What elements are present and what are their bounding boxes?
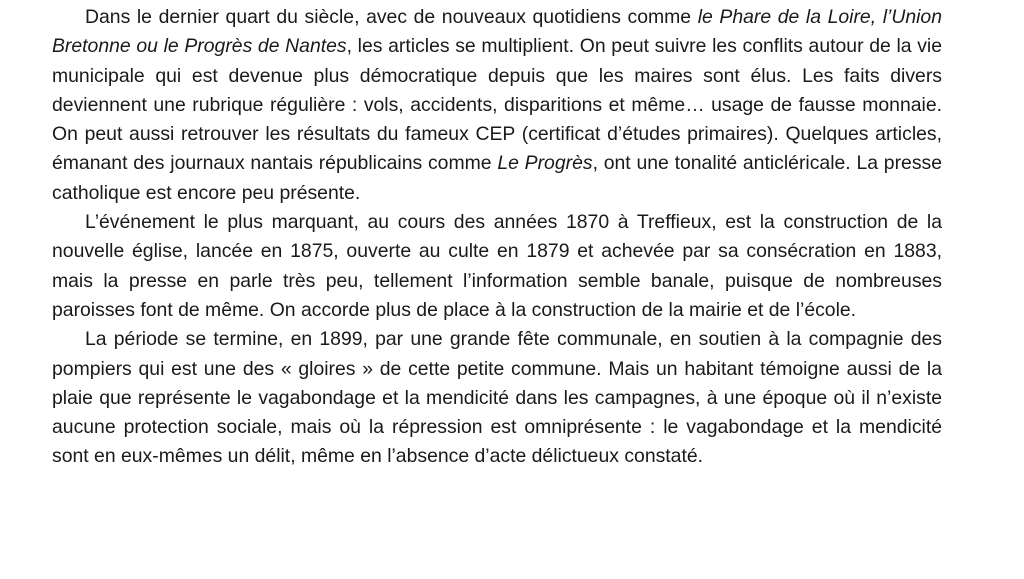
- text-run: Dans le dernier quart du siècle, avec de nouveaux quotidiens comme: [85, 6, 698, 28]
- document-body: [52, 3, 942, 472]
- text-run: , ont une tonalité anticléricale. La presse catholique est encore peu présente.: [52, 152, 942, 204]
- newspaper-titles: le Phare de la Loire, l’Union Bretonne ou le Progrès de Nantes: [52, 6, 942, 58]
- text-run: La période se termine, en 1899, par une grande fête communale, en soutien à la compagnie des pompiers qui est une des « gloires » de cette petite commune. Mais un habitant témoigne aussi de la plaie que représente le vagabondage et la mendicité dans les campagnes, à une époque où il n’existe aucune protection sociale, mais où la répression est omniprésente : le vagabondage et la mendicité sont en eux-mêmes un délit, même en l’absence d’acte délictueux constaté.: [52, 328, 942, 468]
- paragraph-presse-quotidiens: [52, 3, 942, 208]
- paragraph-fete-communale: [52, 325, 942, 471]
- newspaper-title-le-progres: Le Progrès: [497, 152, 593, 175]
- paragraph-eglise: [52, 208, 942, 325]
- text-run: L’événement le plus marquant, au cours des années 1870 à Treffieux, est la construction de la nouvelle église, lancée en 1875, ouverte au culte en 1879 et achevée par sa consécration en 1883, mais la presse en parle très peu, tellement l’information semble banale, puisque de nombreuses paroisses font de même. On accorde plus de place à la construction de la mairie et de l’école.: [52, 211, 942, 321]
- text-run: , les articles se multiplient. On peut suivre les conflits autour de la vie municipale qui est devenue plus démocratique depuis que les maires sont élus. Les faits divers deviennent une rubrique régulière : vols, accidents, disparitions et même… usage de fausse monnaie. On peut aussi retrouver les résultats du fameux CEP (certificat d’études primaires). Quelques articles, émanant des journaux nantais républicains comme: [52, 35, 942, 175]
